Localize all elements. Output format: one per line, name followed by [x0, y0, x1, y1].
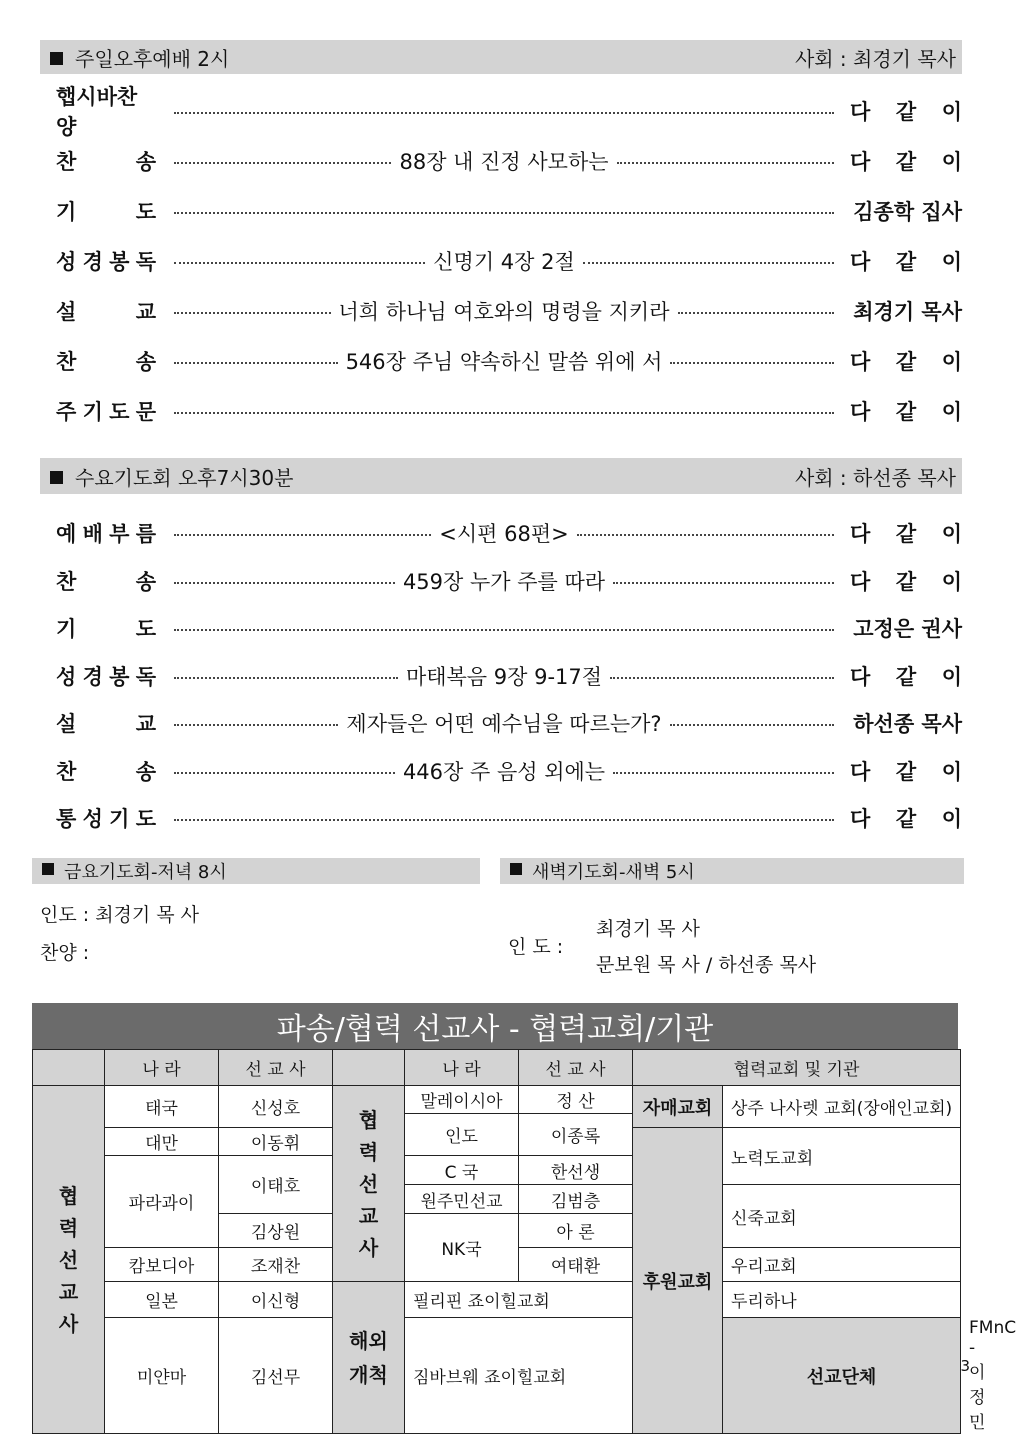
support-church: 두리하나: [723, 1282, 961, 1318]
order-label-char: 배: [82, 522, 103, 546]
dotted-leader: [670, 724, 834, 726]
order-leader-line: [174, 110, 834, 112]
order-person: [850, 96, 962, 126]
sister-church-label: 자매교회: [633, 1086, 723, 1128]
order-person-part: 같: [895, 569, 917, 594]
support-church: 신죽교회: [723, 1185, 961, 1248]
dotted-leader: [610, 677, 834, 679]
order-person: [850, 518, 962, 548]
overseas-church: 짐바브웨 죠이힐교회: [405, 1318, 633, 1434]
dotted-leader: [174, 724, 338, 726]
order-label-char: 름: [135, 522, 156, 546]
order-row: [56, 85, 962, 139]
order-row: [56, 756, 962, 786]
dotted-leader: [174, 412, 834, 414]
col-header-missionary: 선 교 사: [219, 1050, 333, 1086]
missions-table: 나 라 선 교 사 나 라 선 교 사 협력교회 및 기관 협 력 선 교 사 태국 신성호 협 력 선 교 사 말레이시아 정 산 자매교회 상주 나사렛 교회(장애인교회) 인도 이종록 대만 이동휘 후원교회 노력도교회 파라과이 이태호 C 국 한선생 원주민선교 김범층 신죽교회 김상원 NK국 아 론 캄보디아 조재찬 여태환 우리교회 일본 이신형 해외 개척 필리핀 죠이힐교회 두리하나 미얀마 김선무 짐바브웨 죠이힐교회 선교단체 FMnC - 이정민: [32, 1049, 961, 1434]
dotted-leader: [174, 819, 834, 821]
order-label: [56, 146, 156, 176]
order-person: [850, 396, 962, 426]
missionary-cell: 아 론: [519, 1214, 633, 1248]
order-row: [56, 708, 962, 738]
country-cell: 대만: [105, 1128, 219, 1156]
country-cell: NK국: [405, 1214, 519, 1282]
dotted-leader: [174, 772, 395, 774]
order-row: [56, 346, 962, 376]
order-label-char: 설: [56, 300, 77, 324]
mission-org-label: 선교단체: [723, 1318, 961, 1434]
country-cell: 일본: [105, 1282, 219, 1318]
order-label: [56, 196, 156, 226]
order-person-part: 다: [850, 100, 871, 124]
section-title: 주일오후예배 2시: [75, 46, 230, 71]
order-label-char: 예: [56, 522, 77, 546]
order-label-char: 교: [135, 712, 156, 736]
order-person-part: 다: [850, 400, 871, 424]
order-label: [56, 803, 156, 833]
dawn-prayer-header: [500, 858, 964, 884]
order-label: [56, 708, 156, 738]
order-person-part: 다: [850, 759, 871, 784]
order-label-char: 설: [56, 712, 77, 736]
order-leader-line: [174, 518, 834, 548]
order-person-part: 같: [895, 400, 917, 424]
order-label-char: 기: [56, 617, 77, 641]
order-person: [850, 246, 962, 276]
order-label-char: 송: [135, 759, 156, 784]
sunday-service-header: [40, 40, 962, 74]
dotted-leader: [174, 262, 425, 264]
order-person-part: 다: [850, 150, 871, 174]
order-label-char: 부: [109, 522, 130, 546]
missionary-cell: 이동휘: [219, 1128, 333, 1156]
order-label-char: 통: [56, 807, 77, 831]
missionary-cell: 여태환: [519, 1248, 633, 1282]
order-person-part: 같: [895, 522, 917, 546]
col-header-country: 나 라: [405, 1050, 519, 1086]
country-cell: 캄보디아: [105, 1248, 219, 1282]
order-detail: 88장 내 진정 사모하는: [399, 150, 609, 174]
order-leader-line: [174, 566, 834, 596]
order-leader-line: [174, 661, 834, 691]
order-detail: 446장 주 음성 외에는: [402, 759, 606, 784]
missionary-cell: 이태호: [219, 1156, 333, 1214]
order-label-char: 봉: [109, 250, 130, 274]
order-label-char: 독: [135, 250, 156, 274]
order-label: [56, 566, 156, 596]
square-bullet-icon: [42, 863, 54, 875]
friday-leader: 인도 : 최경기 목 사: [40, 904, 200, 926]
order-leader-line: [174, 756, 834, 786]
order-leader-line: [174, 817, 834, 819]
order-label-char: 찬: [56, 150, 77, 174]
order-label-char: 찬: [56, 759, 77, 784]
order-person-part: 다: [850, 250, 871, 274]
dawn-leader-2: 문보원 목 사 / 하선종 목사: [596, 954, 817, 976]
dawn-title: 새벽기도회-새벽 5시: [532, 862, 695, 883]
dotted-leader: [174, 534, 431, 536]
order-person-part: 같: [895, 150, 917, 174]
order-person-part: 같: [895, 100, 917, 124]
order-label: [56, 81, 156, 141]
missions-title: 파송/협력 선교사 - 협력교회/기관: [32, 1003, 958, 1049]
order-person-part: 이: [941, 807, 962, 831]
order-row: [56, 518, 962, 548]
order-row: [56, 661, 962, 691]
order-detail: 신명기 4장 2절: [433, 250, 575, 274]
missionary-cell: 김선무: [219, 1318, 333, 1434]
dotted-leader: [174, 112, 834, 114]
order-label: [56, 346, 156, 376]
country-cell: 미얀마: [105, 1318, 219, 1434]
order-row: [56, 146, 962, 176]
dawn-leader-label: 인 도 :: [508, 936, 564, 958]
group-label-partner-missionaries: 협 력 선 교 사: [333, 1086, 405, 1282]
order-person: [850, 803, 962, 833]
dawn-leader-1: 최경기 목 사: [596, 918, 700, 940]
section-host: 사회 : 최경기 목사: [794, 46, 956, 71]
friday-praise: 찬양 :: [40, 942, 90, 964]
order-label-char: 기: [109, 807, 130, 831]
dotted-leader: [174, 162, 391, 164]
order-detail: <시편 68편>: [439, 522, 569, 546]
dotted-leader: [174, 312, 331, 314]
missionary-cell: 이신형: [219, 1282, 333, 1318]
corner-cell: [333, 1050, 405, 1086]
order-leader-line: [174, 246, 834, 276]
order-label-char: 도: [109, 400, 130, 424]
order-leader-line: [174, 210, 834, 212]
dotted-leader: [613, 772, 834, 774]
order-row: [56, 196, 962, 226]
order-label: [56, 661, 156, 691]
order-row: [56, 396, 962, 426]
order-label-char: 봉: [109, 664, 130, 689]
order-label-char: 문: [135, 400, 156, 424]
order-leader-line: [174, 346, 834, 376]
order-person-part: 다: [850, 664, 871, 689]
order-person-part: 같: [895, 350, 917, 374]
order-person-part: 다: [850, 522, 871, 546]
order-label: [56, 296, 156, 326]
country-cell: 인도: [405, 1114, 519, 1156]
wednesday-service-header: [40, 458, 962, 494]
order-person-part: 이: [941, 350, 962, 374]
missionary-cell: 김상원: [219, 1214, 333, 1248]
order-person: [850, 613, 962, 643]
order-label-char: 찬: [56, 350, 77, 374]
dotted-leader: [174, 677, 398, 679]
order-label: [56, 613, 156, 643]
order-person-part: 다: [850, 807, 871, 831]
order-person-part: 같: [895, 807, 917, 831]
country-cell: C 국: [405, 1156, 519, 1185]
support-church: 우리교회: [723, 1248, 961, 1282]
country-cell: 태국: [105, 1086, 219, 1128]
order-label: [56, 518, 156, 548]
order-person-part: 이: [941, 100, 962, 124]
order-detail: 459장 누가 주를 따라: [402, 569, 606, 594]
order-label-char: 찬: [56, 569, 77, 594]
order-person-part: 같: [895, 759, 917, 784]
order-label-char: 송: [135, 350, 156, 374]
order-label-char: 성: [82, 807, 103, 831]
order-label-char: 송: [135, 150, 156, 174]
order-person-part: 고정은 권사: [853, 617, 962, 641]
order-person-part: 이: [941, 400, 962, 424]
col-header-missionary: 선 교 사: [519, 1050, 633, 1086]
dotted-leader: [174, 582, 395, 584]
order-leader-line: [174, 410, 834, 412]
order-row: [56, 613, 962, 643]
corner-cell: [33, 1050, 105, 1086]
overseas-planting-label: 해외 개척: [333, 1282, 405, 1434]
order-person: [850, 346, 962, 376]
country-cell: 원주민선교: [405, 1185, 519, 1214]
country-cell: 말레이시아: [405, 1086, 519, 1114]
order-person-part: 최경기 목사: [853, 300, 962, 324]
order-label-char: 도: [135, 200, 156, 224]
order-person-part: 이: [941, 522, 962, 546]
order-detail: 제자들은 어떤 예수님을 따르는가?: [346, 712, 662, 736]
order-leader-line: [174, 708, 834, 738]
order-row: [56, 246, 962, 276]
order-label-char: 기: [82, 400, 103, 424]
order-label-char: 경: [82, 664, 103, 689]
section-title: 수요기도회 오후7시30분: [75, 465, 294, 490]
order-label-char: 주: [56, 400, 77, 424]
order-person: [850, 661, 962, 691]
order-person-part: 김종학 집사: [853, 200, 962, 224]
order-person-part: 다: [850, 350, 871, 374]
order-person: [850, 756, 962, 786]
col-header-country: 나 라: [105, 1050, 219, 1086]
dotted-leader: [678, 312, 835, 314]
missionary-cell: 신성호: [219, 1086, 333, 1128]
order-person-part: 하선종 목사: [853, 712, 962, 736]
square-bullet-icon: [50, 52, 63, 65]
missionary-cell: 김범층: [519, 1185, 633, 1214]
friday-prayer-header: [32, 858, 480, 884]
order-row: [56, 566, 962, 596]
missionary-cell: 정 산: [519, 1086, 633, 1114]
order-person-part: 이: [941, 569, 962, 594]
order-detail: 마태복음 9장 9-17절: [405, 664, 603, 689]
order-row: [56, 296, 962, 326]
missionary-cell: 조재찬: [219, 1248, 333, 1282]
order-label-char: 교: [135, 300, 156, 324]
order-person: [850, 196, 962, 226]
dotted-leader: [670, 362, 834, 364]
order-label-char: 독: [135, 664, 156, 689]
sister-church: 상주 나사렛 교회(장애인교회): [723, 1086, 961, 1128]
order-detail: 546장 주님 약속하신 말씀 위에 서: [345, 350, 663, 374]
order-label-char: 경: [82, 250, 103, 274]
order-person-part: 이: [941, 150, 962, 174]
group-label-partner-missionaries: 협 력 선 교 사: [33, 1086, 105, 1434]
order-label-char: 도: [135, 807, 156, 831]
dotted-leader: [174, 212, 834, 214]
square-bullet-icon: [510, 863, 522, 875]
missionary-cell: 한선생: [519, 1156, 633, 1185]
order-person-part: 같: [895, 250, 917, 274]
order-person: [850, 146, 962, 176]
dotted-leader: [577, 534, 834, 536]
order-person-part: 이: [941, 250, 962, 274]
support-church: 노력도교회: [723, 1128, 961, 1185]
order-row: [56, 803, 962, 833]
col-header-churches: 협력교회 및 기관: [633, 1050, 961, 1086]
order-detail: 너희 하나님 여호와의 명령을 지키라: [338, 300, 670, 324]
order-label-char: 송: [135, 569, 156, 594]
overseas-church: 필리핀 죠이힐교회: [405, 1282, 633, 1318]
country-cell: 파라과이: [105, 1156, 219, 1248]
order-label: [56, 756, 156, 786]
order-person-part: 다: [850, 569, 871, 594]
order-label: [56, 396, 156, 426]
order-person-part: 이: [941, 664, 962, 689]
order-leader-line: [174, 146, 834, 176]
dotted-leader: [613, 582, 834, 584]
order-person-part: 이: [941, 759, 962, 784]
friday-title: 금요기도회-저녁 8시: [64, 862, 227, 883]
dotted-leader: [617, 162, 834, 164]
dotted-leader: [583, 262, 834, 264]
dotted-leader: [174, 362, 338, 364]
order-label-char: 성: [56, 250, 77, 274]
order-label-char: 도: [135, 617, 156, 641]
order-label: [56, 246, 156, 276]
order-leader-line: [174, 627, 834, 629]
missionary-cell: 이종록: [519, 1114, 633, 1156]
support-church-label: 후원교회: [633, 1128, 723, 1434]
order-leader-line: [174, 296, 834, 326]
square-bullet-icon: [50, 471, 63, 484]
section-host: 사회 : 하선종 목사: [794, 465, 956, 490]
order-person: [850, 708, 962, 738]
order-person: [850, 566, 962, 596]
dotted-leader: [174, 629, 834, 631]
order-label-char: 햅시바찬양: [56, 85, 138, 139]
page-number: 3: [960, 1357, 970, 1375]
order-person: [850, 296, 962, 326]
order-label-char: 기: [56, 200, 77, 224]
order-person-part: 같: [895, 664, 917, 689]
order-label-char: 성: [56, 664, 77, 689]
